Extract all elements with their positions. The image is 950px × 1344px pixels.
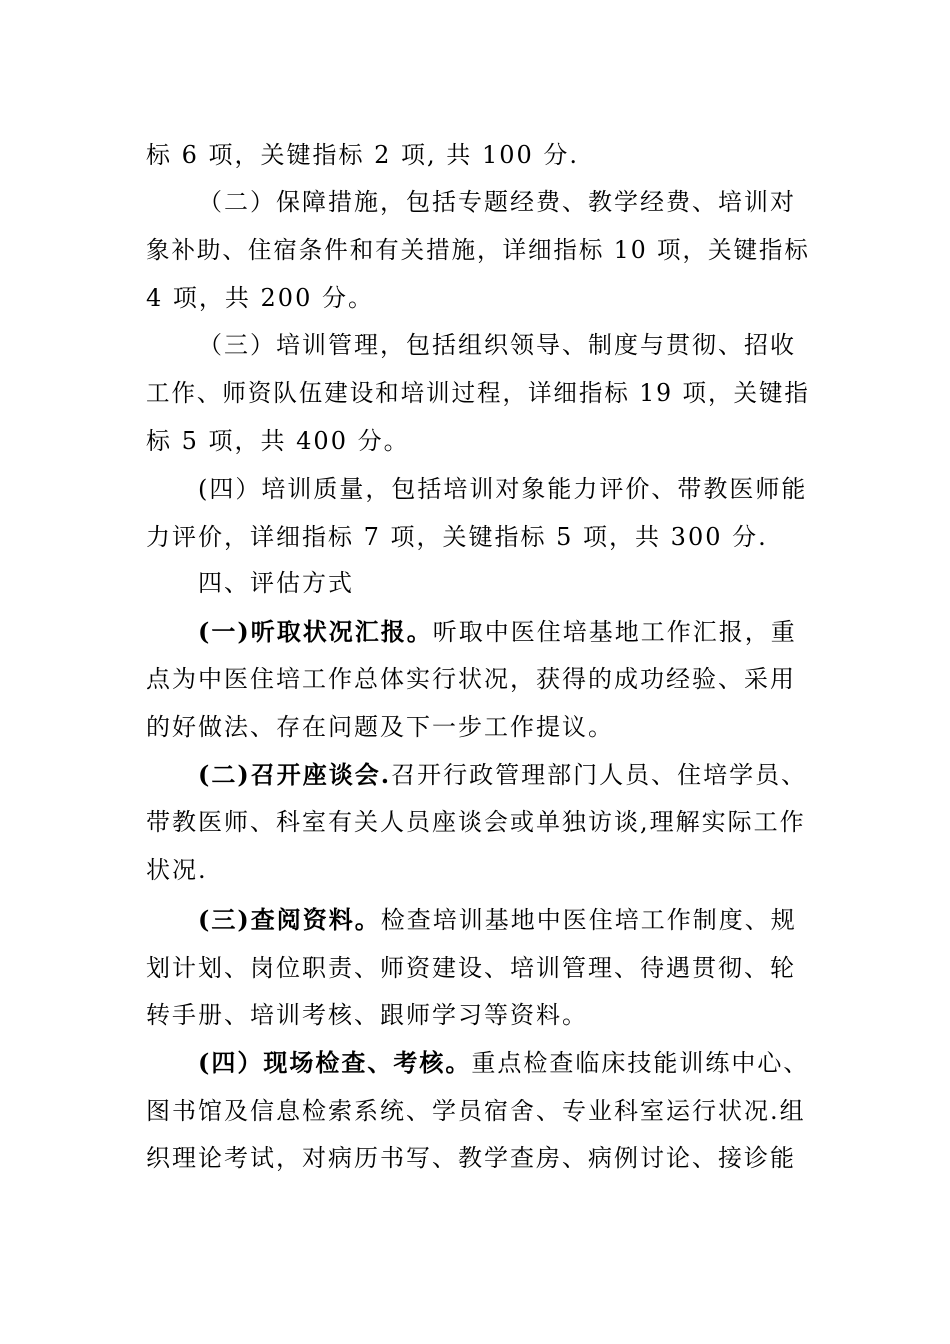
item3-line-3: 转手册、培训考核、跟师学习等资料。 <box>146 1001 588 1029</box>
section-heading: 四、评估方式 <box>198 569 354 597</box>
item2-line-3: 状况. <box>146 856 208 884</box>
text-line-1: 标 6 项，关键指标 2 项, 共 100 分. <box>146 141 580 169</box>
item4-line-3: 织理论考试，对病历书写、教学查房、病例讨论、接诊能 <box>146 1144 796 1172</box>
item1-heading: (一)听取状况汇报。 <box>198 617 433 646</box>
item1-line-1 <box>198 616 797 648</box>
text-line-6: 工作、师资队伍建设和培训过程，详细指标 19 项，关键指 <box>146 379 810 407</box>
item3-text: 检查培训基地中医住培工作制度、规 <box>380 906 797 934</box>
item2-line-2: 带教医师、科室有关人员座谈会或单独访谈,理解实际工作 <box>146 808 806 836</box>
item4-text: 重点检查临床技能训练中心、 <box>471 1049 810 1077</box>
text-line-9: 力评价，详细指标 7 项，关键指标 5 项，共 300 分. <box>146 523 768 551</box>
text-line-8: (四）培训质量，包括培训对象能力评价、带教医师能 <box>198 475 808 503</box>
text-line-5: （三）培训管理，包括组织领导、制度与贯彻、招收 <box>198 331 796 359</box>
item1-line-2: 点为中医住培工作总体实行状况，获得的成功经验、采用 <box>146 665 796 693</box>
item2-line-1 <box>198 759 807 791</box>
item4-heading: (四）现场检查、考核。 <box>198 1048 472 1077</box>
text-line-4: 4 项，共 200 分。 <box>146 284 374 312</box>
item2-text: 召开行政管理部门人员、住培学员、 <box>391 761 808 789</box>
text-line-2: （二）保障措施，包括专题经费、教学经费、培训对 <box>198 188 796 216</box>
item4-line-2: 图书馆及信息检索系统、学员宿舍、专业科室运行状况.组 <box>146 1097 806 1125</box>
text-line-3: 象补助、住宿条件和有关措施，详细指标 10 项，关键指标 <box>146 236 810 264</box>
item3-line-1 <box>198 904 797 936</box>
item1-line-3: 的好做法、存在问题及下一步工作提议。 <box>146 713 614 741</box>
item4-line-1 <box>198 1047 809 1079</box>
item1-text: 听取中医住培基地工作汇报，重 <box>432 618 797 646</box>
text-line-7: 标 5 项，共 400 分。 <box>146 427 410 455</box>
item3-heading: (三)查阅资料。 <box>198 905 381 934</box>
item2-heading: (二)召开座谈会. <box>198 760 392 789</box>
item3-line-2: 划计划、岗位职责、师资建设、培训管理、待遇贯彻、轮 <box>146 954 796 982</box>
